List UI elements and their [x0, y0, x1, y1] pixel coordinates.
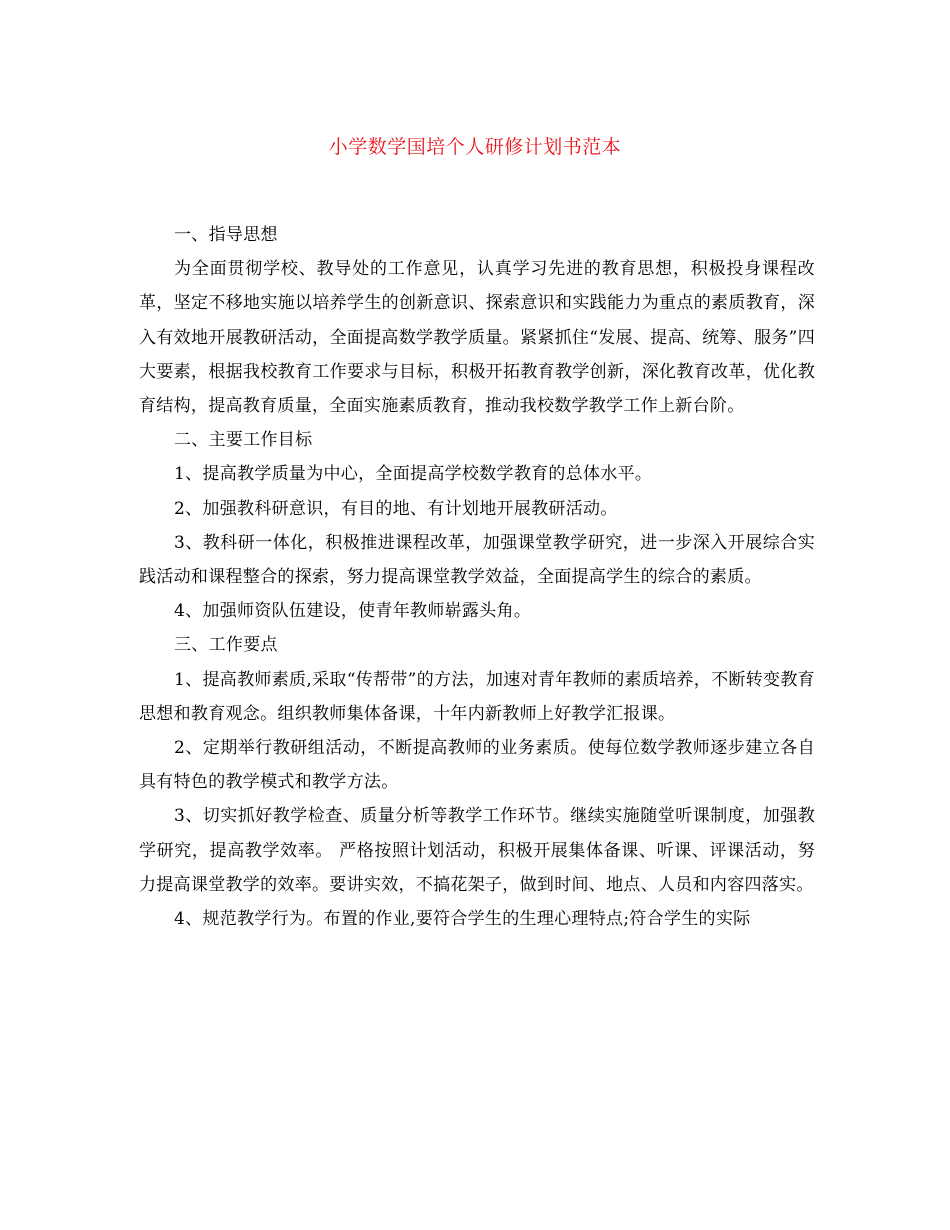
section-heading-main-goals: 二、主要工作目标 [174, 430, 313, 451]
work-point-3: 3、切实抓好教学检查、质量分析等教学工作环节。继续实施随堂听课制度，加强教学研究，提高教学效率。 严格按照计划活动，积极开展集体备课、听课、评课活动，努力提高课堂教学的效率。要讲实效，不搞花架子，做到时间、地点、人员和内容四落实。 [139, 806, 815, 895]
work-point-1: 1、提高教师素质,采取“传帮带”的方法，加速对青年教师的素质培养，不断转变教育思想和教育观念。组织教师集体备课，十年内新教师上好教学汇报课。 [139, 669, 815, 724]
goal-item-4: 4、加强师资队伍建设，使青年教师崭露头角。 [174, 601, 532, 622]
section-heading-guiding-ideology: 一、指导思想 [174, 225, 278, 245]
section-heading-work-points: 三、工作要点 [174, 635, 278, 656]
work-point-2: 2、定期举行教研组活动，不断提高教师的业务素质。使每位数学教师逐步建立各自具有特色的教学模式和教学方法。 [139, 738, 815, 793]
document-body [139, 218, 815, 936]
goal-item-3: 3、教科研一体化，积极推进课程改革，加强课堂教学研究，进一步深入开展综合实践活动和课程整合的探索，努力提高课堂教学效益，全面提高学生的综合的素质。 [139, 532, 815, 588]
goal-item-1: 1、提高教学质量为中心，全面提高学校数学教育的总体水平。 [174, 464, 653, 485]
goal-item-2: 2、加强教科研意识，有目的地、有计划地开展教研活动。 [174, 498, 618, 519]
document-title: 小学数学国培个人研修计划书范本 [328, 136, 622, 158]
work-point-4: 4、规范教学行为。布置的作业,要符合学生的生理心理特点;符合学生的实际 [174, 909, 751, 930]
paragraph-guiding-ideology: 为全面贯彻学校、教导处的工作意见，认真学习先进的教育思想，积极投身课程改革，坚定不移地实施以培养学生的创新意识、探索意识和实践能力为重点的素质教育，深入有效地开展教研活动，全面提高数学教学质量。紧紧抓住“发展、提高、统筹、服务”四大要素，根据我校教育工作要求与目标，积极开拓教育教学创新，深化教育改革，优化教育结构，提高教育质量，全面实施素质教育，推动我校数学教学工作上新台阶。 [139, 259, 815, 417]
